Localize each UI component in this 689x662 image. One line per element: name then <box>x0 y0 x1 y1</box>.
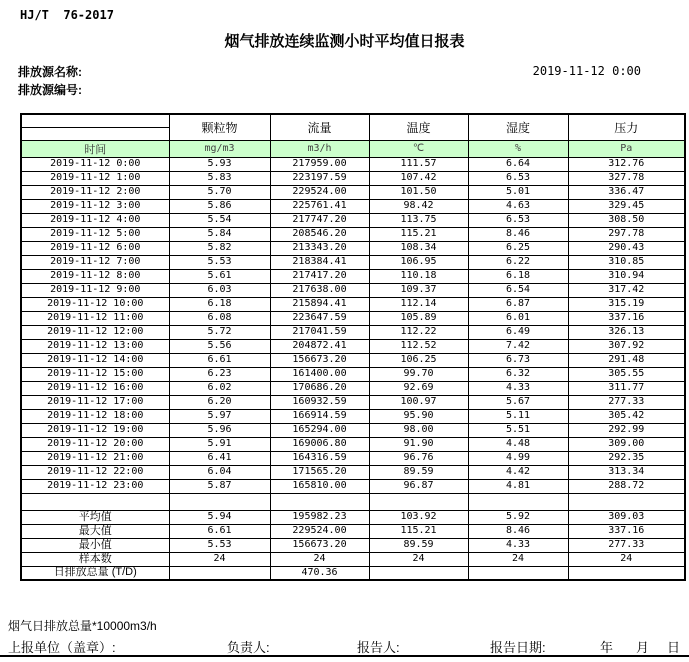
summary-rows <box>21 510 685 580</box>
table-row <box>21 451 685 465</box>
value-cell: 98.42 <box>369 199 468 213</box>
col-header-particulate: 颗粒物 <box>169 114 270 140</box>
report-date-label: 报告日期: <box>490 640 546 655</box>
standard-code: HJ/T 76-2017 <box>20 8 114 22</box>
table-row <box>21 241 685 255</box>
table-row <box>21 227 685 241</box>
value-cell: 208546.20 <box>270 227 369 241</box>
value-cell: 5.61 <box>169 269 270 283</box>
value-cell: 89.59 <box>369 465 468 479</box>
value-cell: 5.53 <box>169 255 270 269</box>
value-cell: 6.49 <box>468 325 568 339</box>
value-cell: 4.33 <box>468 381 568 395</box>
summary-value-cell: 89.59 <box>369 538 468 552</box>
value-cell: 217417.20 <box>270 269 369 283</box>
hourly-average-table <box>20 113 686 581</box>
value-cell: 6.18 <box>468 269 568 283</box>
value-cell: 309.00 <box>568 437 685 451</box>
value-cell: 6.22 <box>468 255 568 269</box>
table-row <box>21 339 685 353</box>
value-cell: 165294.00 <box>270 423 369 437</box>
value-cell: 290.43 <box>568 241 685 255</box>
summary-label-cell: 日排放总量 (T/D) <box>21 566 169 580</box>
unit-header-row <box>21 140 685 157</box>
header-empty-cell <box>21 127 169 140</box>
time-cell: 2019-11-12 21:00 <box>21 451 169 465</box>
summary-label-cell: 平均值 <box>21 510 169 524</box>
header-empty-cell <box>21 114 169 127</box>
value-cell: 326.13 <box>568 325 685 339</box>
value-cell: 6.08 <box>169 311 270 325</box>
value-cell: 310.94 <box>568 269 685 283</box>
table-row <box>21 325 685 339</box>
time-cell: 2019-11-12 19:00 <box>21 423 169 437</box>
summary-value-cell: 103.92 <box>369 510 468 524</box>
time-cell: 2019-11-12 8:00 <box>21 269 169 283</box>
footnote: 烟气日排放总量*10000m3/h <box>8 619 157 633</box>
summary-value-cell <box>468 566 568 580</box>
value-cell: 6.73 <box>468 353 568 367</box>
summary-value-cell: 24 <box>369 552 468 566</box>
value-cell: 6.01 <box>468 311 568 325</box>
summary-value-cell: 4.33 <box>468 538 568 552</box>
summary-value-cell: 470.36 <box>270 566 369 580</box>
time-cell: 2019-11-12 4:00 <box>21 213 169 227</box>
summary-value-cell: 337.16 <box>568 524 685 538</box>
spacer-row <box>21 493 685 510</box>
spacer-cell <box>369 493 468 510</box>
value-cell: 6.87 <box>468 297 568 311</box>
value-cell: 292.35 <box>568 451 685 465</box>
value-cell: 225761.41 <box>270 199 369 213</box>
value-cell: 99.70 <box>369 367 468 381</box>
time-cell: 2019-11-12 22:00 <box>21 465 169 479</box>
value-cell: 5.67 <box>468 395 568 409</box>
reporter-label: 报告人: <box>357 640 400 655</box>
value-cell: 5.93 <box>169 157 270 171</box>
value-cell: 336.47 <box>568 185 685 199</box>
year-label: 年 <box>600 640 614 655</box>
value-cell: 109.37 <box>369 283 468 297</box>
value-cell: 229524.00 <box>270 185 369 199</box>
time-cell: 2019-11-12 2:00 <box>21 185 169 199</box>
value-cell: 169006.80 <box>270 437 369 451</box>
summary-row <box>21 552 685 566</box>
value-cell: 5.01 <box>468 185 568 199</box>
table-row <box>21 297 685 311</box>
value-cell: 4.99 <box>468 451 568 465</box>
value-cell: 4.63 <box>468 199 568 213</box>
table-row <box>21 381 685 395</box>
value-cell: 337.16 <box>568 311 685 325</box>
summary-label-cell: 最小值 <box>21 538 169 552</box>
unit-cell-temperature: ℃ <box>369 140 468 157</box>
time-header-cell: 时间 <box>21 140 169 157</box>
value-cell: 96.87 <box>369 479 468 493</box>
value-cell: 305.55 <box>568 367 685 381</box>
value-cell: 164316.59 <box>270 451 369 465</box>
table-row <box>21 185 685 199</box>
time-cell: 2019-11-12 16:00 <box>21 381 169 395</box>
summary-value-cell: 24 <box>270 552 369 566</box>
value-cell: 112.14 <box>369 297 468 311</box>
table-row <box>21 199 685 213</box>
summary-value-cell: 24 <box>169 552 270 566</box>
table-row <box>21 311 685 325</box>
value-cell: 223197.59 <box>270 171 369 185</box>
table-row <box>21 423 685 437</box>
value-cell: 5.84 <box>169 227 270 241</box>
value-cell: 5.11 <box>468 409 568 423</box>
time-cell: 2019-11-12 11:00 <box>21 311 169 325</box>
table-row <box>21 353 685 367</box>
value-cell: 96.76 <box>369 451 468 465</box>
value-cell: 5.56 <box>169 339 270 353</box>
time-cell: 2019-11-12 0:00 <box>21 157 169 171</box>
source-name-label: 排放源名称: <box>18 65 82 79</box>
value-cell: 98.00 <box>369 423 468 437</box>
value-cell: 329.45 <box>568 199 685 213</box>
value-cell: 112.22 <box>369 325 468 339</box>
value-cell: 213343.20 <box>270 241 369 255</box>
value-cell: 107.42 <box>369 171 468 185</box>
summary-label-cell: 最大值 <box>21 524 169 538</box>
value-cell: 5.91 <box>169 437 270 451</box>
table-row <box>21 255 685 269</box>
time-cell: 2019-11-12 13:00 <box>21 339 169 353</box>
time-cell: 2019-11-12 17:00 <box>21 395 169 409</box>
value-cell: 5.86 <box>169 199 270 213</box>
value-cell: 8.46 <box>468 227 568 241</box>
value-cell: 113.75 <box>369 213 468 227</box>
param-header-row <box>21 114 685 127</box>
unit-cell-flow: m3/h <box>270 140 369 157</box>
day-label: 日 <box>667 640 681 655</box>
value-cell: 5.70 <box>169 185 270 199</box>
summary-value-cell <box>169 566 270 580</box>
time-cell: 2019-11-12 12:00 <box>21 325 169 339</box>
value-cell: 5.97 <box>169 409 270 423</box>
value-cell: 6.53 <box>468 171 568 185</box>
summary-value-cell: 195982.23 <box>270 510 369 524</box>
value-cell: 6.02 <box>169 381 270 395</box>
value-cell: 161400.00 <box>270 367 369 381</box>
value-cell: 277.33 <box>568 395 685 409</box>
table-row <box>21 269 685 283</box>
value-cell: 315.19 <box>568 297 685 311</box>
month-label: 月 <box>636 640 650 655</box>
time-cell: 2019-11-12 3:00 <box>21 199 169 213</box>
value-cell: 5.82 <box>169 241 270 255</box>
value-cell: 165810.00 <box>270 479 369 493</box>
value-cell: 217747.20 <box>270 213 369 227</box>
value-cell: 6.23 <box>169 367 270 381</box>
value-cell: 112.52 <box>369 339 468 353</box>
value-cell: 217959.00 <box>270 157 369 171</box>
value-cell: 106.95 <box>369 255 468 269</box>
value-cell: 160932.59 <box>270 395 369 409</box>
table-row <box>21 479 685 493</box>
spacer-cell <box>468 493 568 510</box>
value-cell: 170686.20 <box>270 381 369 395</box>
time-cell: 2019-11-12 10:00 <box>21 297 169 311</box>
responsible-label: 负责人: <box>227 640 270 655</box>
summary-value-cell: 309.03 <box>568 510 685 524</box>
value-cell: 310.85 <box>568 255 685 269</box>
col-header-humidity: 湿度 <box>468 114 568 140</box>
value-cell: 5.72 <box>169 325 270 339</box>
value-cell: 6.61 <box>169 353 270 367</box>
value-cell: 297.78 <box>568 227 685 241</box>
time-cell: 2019-11-12 5:00 <box>21 227 169 241</box>
summary-value-cell: 5.94 <box>169 510 270 524</box>
spacer-cell <box>270 493 369 510</box>
value-cell: 4.81 <box>468 479 568 493</box>
value-cell: 95.90 <box>369 409 468 423</box>
summary-label-cell: 样本数 <box>21 552 169 566</box>
summary-value-cell: 8.46 <box>468 524 568 538</box>
value-cell: 217638.00 <box>270 283 369 297</box>
summary-row <box>21 566 685 580</box>
value-cell: 215894.41 <box>270 297 369 311</box>
summary-value-cell: 24 <box>568 552 685 566</box>
time-cell: 2019-11-12 18:00 <box>21 409 169 423</box>
summary-value-cell: 5.92 <box>468 510 568 524</box>
col-header-flow: 流量 <box>270 114 369 140</box>
value-cell: 204872.41 <box>270 339 369 353</box>
value-cell: 108.34 <box>369 241 468 255</box>
value-cell: 166914.59 <box>270 409 369 423</box>
table-row <box>21 157 685 171</box>
value-cell: 92.69 <box>369 381 468 395</box>
value-cell: 6.41 <box>169 451 270 465</box>
value-cell: 5.54 <box>169 213 270 227</box>
time-cell: 2019-11-12 23:00 <box>21 479 169 493</box>
value-cell: 217041.59 <box>270 325 369 339</box>
value-cell: 106.25 <box>369 353 468 367</box>
time-cell: 2019-11-12 9:00 <box>21 283 169 297</box>
value-cell: 291.48 <box>568 353 685 367</box>
value-cell: 327.78 <box>568 171 685 185</box>
spacer-cell <box>21 493 169 510</box>
summary-value-cell: 115.21 <box>369 524 468 538</box>
report-title: 烟气排放连续监测小时平均值日报表 <box>224 33 465 50</box>
unit-cell-humidity: % <box>468 140 568 157</box>
summary-value-cell: 156673.20 <box>270 538 369 552</box>
table-row <box>21 465 685 479</box>
value-cell: 101.50 <box>369 185 468 199</box>
summary-value-cell: 229524.00 <box>270 524 369 538</box>
summary-row <box>21 510 685 524</box>
col-header-pressure: 压力 <box>568 114 685 140</box>
table-row <box>21 171 685 185</box>
summary-value-cell: 277.33 <box>568 538 685 552</box>
value-cell: 292.99 <box>568 423 685 437</box>
value-cell: 6.32 <box>468 367 568 381</box>
value-cell: 6.18 <box>169 297 270 311</box>
value-cell: 110.18 <box>369 269 468 283</box>
value-cell: 6.20 <box>169 395 270 409</box>
table-row <box>21 395 685 409</box>
bottom-rule <box>0 655 689 657</box>
time-cell: 2019-11-12 7:00 <box>21 255 169 269</box>
report-datetime: 2019-11-12 0:00 <box>532 64 641 78</box>
value-cell: 288.72 <box>568 479 685 493</box>
value-cell: 4.42 <box>468 465 568 479</box>
value-cell: 100.97 <box>369 395 468 409</box>
summary-value-cell <box>369 566 468 580</box>
value-cell: 6.25 <box>468 241 568 255</box>
summary-row <box>21 524 685 538</box>
time-cell: 2019-11-12 20:00 <box>21 437 169 451</box>
spacer-cell <box>169 493 270 510</box>
time-cell: 2019-11-12 14:00 <box>21 353 169 367</box>
value-cell: 311.77 <box>568 381 685 395</box>
value-cell: 156673.20 <box>270 353 369 367</box>
col-header-temperature: 温度 <box>369 114 468 140</box>
table-row <box>21 409 685 423</box>
summary-value-cell <box>568 566 685 580</box>
summary-value-cell: 6.61 <box>169 524 270 538</box>
value-cell: 308.50 <box>568 213 685 227</box>
time-cell: 2019-11-12 6:00 <box>21 241 169 255</box>
data-rows <box>21 157 685 493</box>
summary-row <box>21 538 685 552</box>
value-cell: 91.90 <box>369 437 468 451</box>
time-cell: 2019-11-12 15:00 <box>21 367 169 381</box>
value-cell: 6.53 <box>468 213 568 227</box>
table-row <box>21 283 685 297</box>
value-cell: 5.83 <box>169 171 270 185</box>
value-cell: 171565.20 <box>270 465 369 479</box>
table-row <box>21 437 685 451</box>
spacer-cell <box>568 493 685 510</box>
unit-cell-pressure: Pa <box>568 140 685 157</box>
value-cell: 6.64 <box>468 157 568 171</box>
value-cell: 223647.59 <box>270 311 369 325</box>
value-cell: 218384.41 <box>270 255 369 269</box>
value-cell: 115.21 <box>369 227 468 241</box>
value-cell: 5.51 <box>468 423 568 437</box>
summary-value-cell: 24 <box>468 552 568 566</box>
value-cell: 4.48 <box>468 437 568 451</box>
value-cell: 5.87 <box>169 479 270 493</box>
source-code-label: 排放源编号: <box>18 83 82 97</box>
summary-value-cell: 5.53 <box>169 538 270 552</box>
time-cell: 2019-11-12 1:00 <box>21 171 169 185</box>
value-cell: 6.04 <box>169 465 270 479</box>
value-cell: 7.42 <box>468 339 568 353</box>
table-row <box>21 213 685 227</box>
value-cell: 5.96 <box>169 423 270 437</box>
unit-cell-particulate: mg/m3 <box>169 140 270 157</box>
value-cell: 307.92 <box>568 339 685 353</box>
value-cell: 105.89 <box>369 311 468 325</box>
value-cell: 312.76 <box>568 157 685 171</box>
value-cell: 6.03 <box>169 283 270 297</box>
value-cell: 317.42 <box>568 283 685 297</box>
value-cell: 111.57 <box>369 157 468 171</box>
value-cell: 305.42 <box>568 409 685 423</box>
table-row <box>21 367 685 381</box>
value-cell: 313.34 <box>568 465 685 479</box>
value-cell: 6.54 <box>468 283 568 297</box>
report-unit-label: 上报单位（盖章）: <box>8 640 116 655</box>
